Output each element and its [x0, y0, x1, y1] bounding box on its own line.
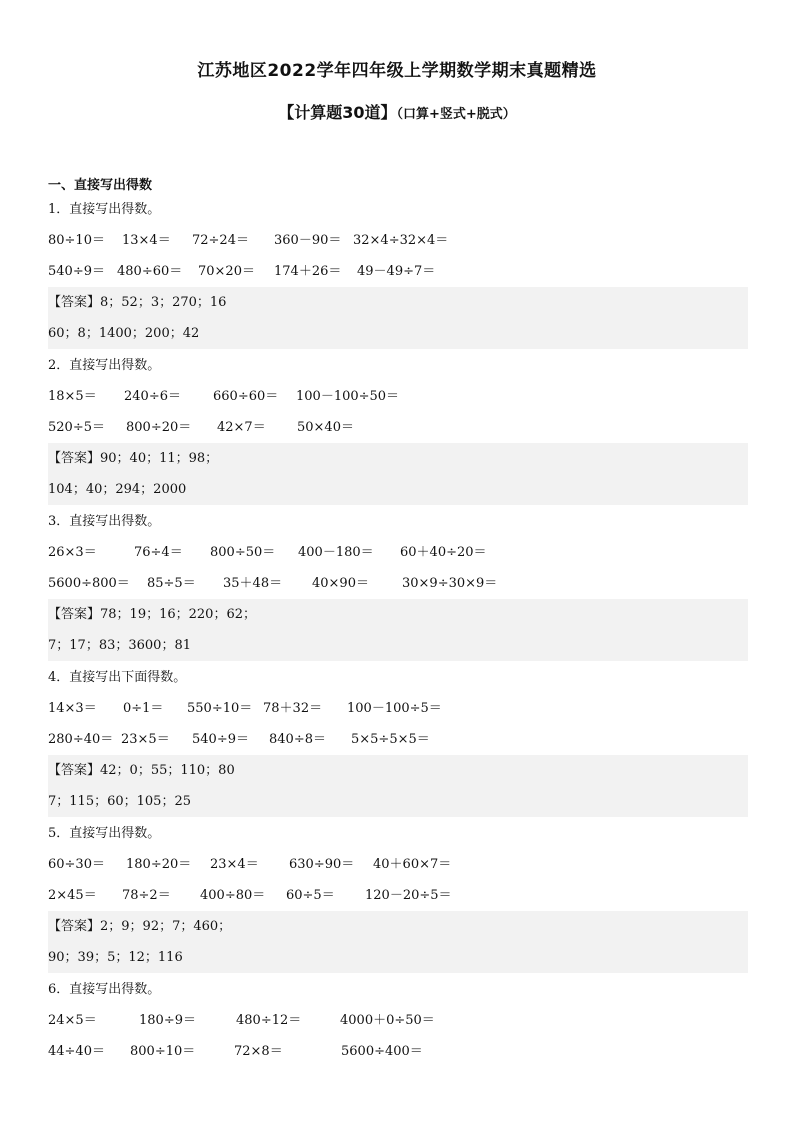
expression: 800÷50＝	[210, 545, 276, 560]
expression-row	[48, 724, 748, 755]
problem-3	[48, 506, 748, 661]
expression: 23×5＝	[121, 732, 170, 747]
expression: 180÷9＝	[139, 1013, 196, 1028]
expression: 42×7＝	[217, 420, 266, 435]
answer-line: 90；39；5；12；116	[48, 950, 183, 965]
expression: 4000＋0÷50＝	[340, 1013, 435, 1028]
problem-prompt: 4．直接写出下面得数。	[48, 670, 187, 685]
expression: 630÷90＝	[289, 857, 355, 872]
problem-prompt: 5．直接写出得数。	[48, 826, 161, 841]
expression: 60÷30＝	[48, 857, 105, 872]
expression-row	[48, 1036, 748, 1067]
expression: 72÷24＝	[192, 233, 249, 248]
expression: 840÷8＝	[269, 732, 326, 747]
expression: 5600÷400＝	[341, 1044, 423, 1059]
expression-row	[48, 1005, 748, 1036]
problem-4	[48, 662, 748, 817]
problem-5	[48, 818, 748, 973]
expression: 26×3＝	[48, 545, 97, 560]
expression-row	[48, 412, 748, 443]
problem-6	[48, 974, 748, 1067]
expression: 30×9÷30×9＝	[402, 576, 498, 591]
expression: 800÷10＝	[130, 1044, 196, 1059]
expression-row	[48, 568, 748, 599]
expression: 50×40＝	[297, 420, 354, 435]
problem-1	[48, 194, 748, 349]
expression: 800÷20＝	[126, 420, 192, 435]
answer-block	[48, 443, 748, 505]
expression: 5×5÷5×5＝	[351, 732, 430, 747]
expression: 44÷40＝	[48, 1044, 105, 1059]
answer-block	[48, 911, 748, 973]
problem-prompt: 2．直接写出得数。	[48, 358, 161, 373]
expression: 78÷2＝	[122, 888, 171, 903]
expression-row	[48, 849, 748, 880]
expression-row	[48, 381, 748, 412]
section-title: 一、直接写出得数	[48, 178, 153, 193]
expression: 100－100÷50＝	[296, 389, 400, 404]
expression: 40×90＝	[312, 576, 369, 591]
expression: 76÷4＝	[134, 545, 183, 560]
expression-row	[48, 880, 748, 911]
expression: 60÷5＝	[286, 888, 335, 903]
document-title: 江苏地区2022学年四年级上学期数学期末真题精选	[197, 61, 597, 81]
expression: 550÷10＝	[187, 701, 253, 716]
answer-line: 【答案】42；0；55；110；80	[48, 763, 235, 778]
expression: 520÷5＝	[48, 420, 105, 435]
problem-prompt: 1．直接写出得数。	[48, 202, 161, 217]
expression: 35＋48＝	[223, 576, 283, 591]
problem-prompt: 3．直接写出得数。	[48, 514, 161, 529]
expression: 660÷60＝	[213, 389, 279, 404]
expression: 40＋60×7＝	[373, 857, 452, 872]
subtitle-small: （口算+竖式+脱式）	[396, 107, 516, 122]
answer-line: 60；8；1400；200；42	[48, 326, 200, 341]
expression: 0÷1＝	[123, 701, 164, 716]
expression: 100－100÷5＝	[347, 701, 442, 716]
expression: 400－180＝	[298, 545, 374, 560]
expression: 540÷9＝	[192, 732, 249, 747]
expression-row	[48, 256, 748, 287]
expression-row	[48, 537, 748, 568]
answer-block	[48, 599, 748, 661]
answer-line: 7；17；83；3600；81	[48, 638, 191, 653]
answer-block	[48, 287, 748, 349]
expression: 60＋40÷20＝	[400, 545, 487, 560]
expression-row	[48, 225, 748, 256]
expression: 24×5＝	[48, 1013, 97, 1028]
expression: 85÷5＝	[147, 576, 196, 591]
subtitle-main: 【计算题30道】	[278, 103, 397, 122]
answer-line: 104；40；294；2000	[48, 482, 187, 497]
expression: 49－49÷7＝	[357, 264, 436, 279]
expression: 240÷6＝	[124, 389, 181, 404]
document-subtitle	[0, 100, 794, 123]
expression: 70×20＝	[198, 264, 255, 279]
expression: 72×8＝	[234, 1044, 283, 1059]
problem-2	[48, 350, 748, 505]
answer-line: 【答案】2；9；92；7；460；	[48, 919, 232, 934]
expression: 280÷40＝	[48, 732, 114, 747]
expression: 540÷9＝	[48, 264, 105, 279]
problem-prompt: 6．直接写出得数。	[48, 982, 161, 997]
expression: 2×45＝	[48, 888, 97, 903]
expression: 13×4＝	[122, 233, 171, 248]
expression: 360－90＝	[274, 233, 342, 248]
expression: 18×5＝	[48, 389, 97, 404]
expression-row	[48, 693, 748, 724]
answer-block	[48, 755, 748, 817]
expression: 180÷20＝	[126, 857, 192, 872]
expression: 32×4÷32×4＝	[353, 233, 449, 248]
answer-line: 【答案】90；40；11；98；	[48, 451, 219, 466]
expression: 480÷12＝	[236, 1013, 302, 1028]
expression: 5600÷800＝	[48, 576, 130, 591]
answer-line: 【答案】8；52；3；270；16	[48, 295, 227, 310]
expression: 174＋26＝	[274, 264, 342, 279]
expression: 78＋32＝	[263, 701, 323, 716]
expression: 480÷60＝	[117, 264, 183, 279]
answer-line: 7；115；60；105；25	[48, 794, 191, 809]
expression: 400÷80＝	[200, 888, 266, 903]
expression: 120－20÷5＝	[365, 888, 452, 903]
answer-line: 【答案】78；19；16；220；62；	[48, 607, 256, 622]
expression: 14×3＝	[48, 701, 97, 716]
expression: 80÷10＝	[48, 233, 105, 248]
expression: 23×4＝	[210, 857, 259, 872]
